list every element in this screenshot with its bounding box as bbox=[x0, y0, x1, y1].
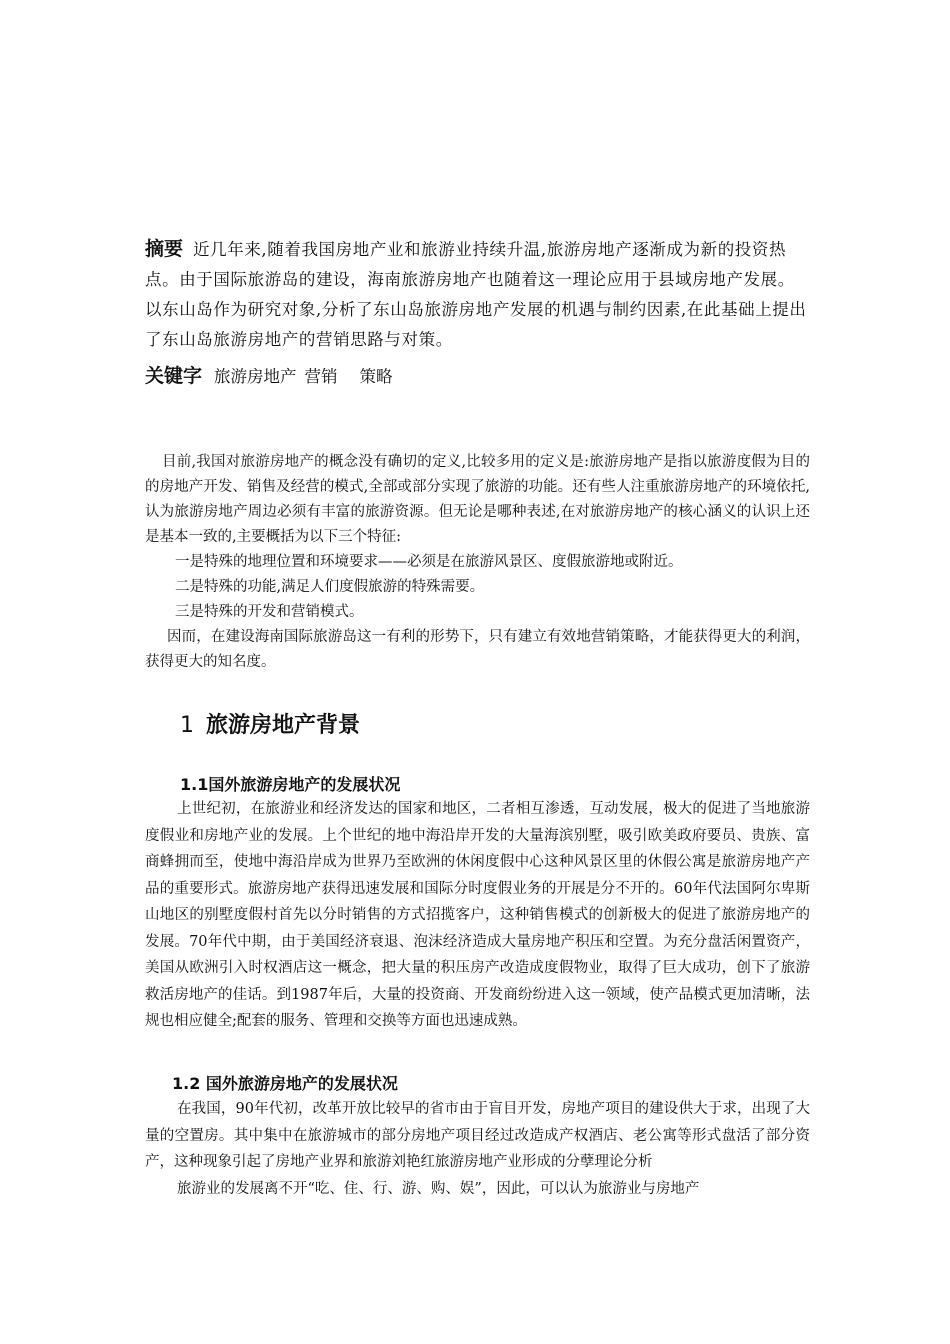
body-paragraph: 旅游业的发展离不开“吃、住、行、游、购、娱”，因此，可以认为旅游业与房地产 bbox=[177, 1180, 700, 1197]
section-heading-1 bbox=[180, 708, 360, 739]
feature-point-1: 一是特殊的地理位置和环境要求——必须是在旅游风景区、度假旅游地或附近。 bbox=[175, 554, 683, 570]
subsection-heading-1-2: 1.2 国外旅游房地产的发展状况 bbox=[172, 1074, 398, 1093]
body-paragraph: 在我国，90年代初，改革开放比较早的省市由于盲目开发，房地产项目的建设供大于求，出现了大量的空置房。其中集中在旅游城市的部分房地产项目经过改造成产权酒店、老公寓等形式盘活了部分资产，这种现象引起了房地产业界和旅游刘艳红旅游房地产业形成的分孽理论分析 bbox=[145, 1101, 810, 1170]
keyword-item: 策略 bbox=[359, 367, 393, 386]
keywords-label: 关键字 bbox=[145, 365, 203, 387]
abstract-block bbox=[145, 234, 810, 355]
body-paragraph: 上世纪初，在旅游业和经济发达的国家和地区，二者相互渗透，互动发展，极大的促进了当地旅游度假业和房地产业的发展。上个世纪的地中海沿岸开发的大量海滨别墅，吸引欧美政府要员、贵族、富商蜂拥而至，使地中海沿岸成为世界乃至欧洲的休闲度假中心这种风景区里的休假公寓是旅游房地产产品的重要形式。旅游房地产获得迅速发展和国际分时度假业务的开展是分不开的。60年代法国阿尔卑斯山地区的别墅度假村首先以分时销售的方式招揽客户，这种销售模式的创新极大的促进了旅游房地产的发展。70年代中期，由于美国经济衰退、泡沫经济造成大量房地产积压和空置。为充分盘活闲置资产，美国从欧洲引入时权酒店这一概念，把大量的积压房产改造成度假物业，取得了巨大成功，创下了旅游救活房地产的佳话。到1987年后，大量的投资商、开发商纷纷进入这一领域，使产品模式更加清晰，法规也相应健全;配套的服务、管理和交换等方面也迅速成熟。 bbox=[145, 801, 810, 1029]
abstract-text: 近几年来,随着我国房地产业和旅游业持续升温,旅游房地产逐渐成为新的投资热点。由于国际旅游岛的建设，海南旅游房地产也随着这一理论应用于县域房地产发展。以东山岛作为研究对象,分析了东山岛旅游房地产发展的机遇与制约因素,在此基础上提出了东山岛旅游房地产的营销思路与对策。 bbox=[145, 240, 807, 349]
feature-point-3: 三是特殊的开发和营销模式。 bbox=[175, 604, 364, 620]
keyword-item: 营销 bbox=[304, 367, 338, 386]
subsection-heading-1-1: 1.1国外旅游房地产的发展状况 bbox=[180, 775, 401, 794]
subsection-body-1-1 bbox=[145, 796, 810, 1035]
keyword-item: 旅游房地产 bbox=[214, 367, 297, 386]
intro-conclusion: 因而，在建设海南国际旅游岛这一有利的形势下，只有建立有效地营销策略，才能获得更大的利润，获得更大的知名度。 bbox=[145, 629, 810, 670]
section-number: 1 bbox=[180, 713, 194, 738]
intro-section bbox=[145, 450, 810, 675]
feature-point-2: 二是特殊的功能,满足人们度假旅游的特殊需要。 bbox=[175, 579, 485, 595]
intro-paragraph: 目前,我国对旅游房地产的概念没有确切的定义,比较多用的定义是:旅游房地产是指以旅游度假为目的的房地产开发、销售及经营的模式,全部或部分实现了旅游的功能。还有些人注重旅游房地产的环境依托,认为旅游房地产周边必须有丰富的旅游资源。但无论是哪种表述,在对旅游房地产的核心涵义的认识上还是基本一致的,主要概括为以下三个特征: bbox=[145, 454, 810, 545]
abstract-label: 摘要 bbox=[145, 238, 184, 260]
section-title: 旅游房地产背景 bbox=[206, 713, 361, 738]
keywords-block bbox=[145, 362, 810, 391]
subsection-body-1-2 bbox=[145, 1096, 810, 1202]
